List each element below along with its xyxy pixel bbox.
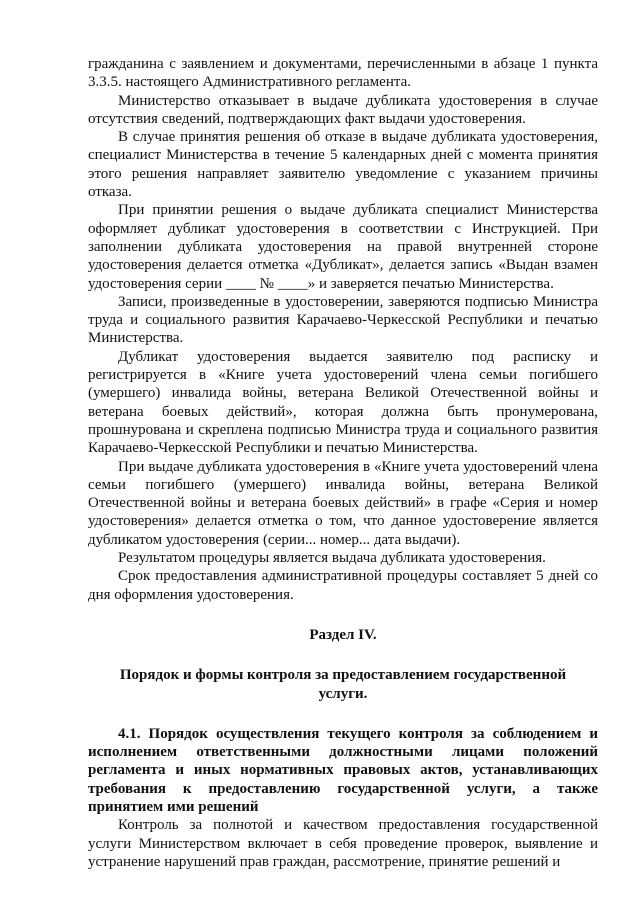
paragraph: При принятии решения о выдаче дубликата специалист Министерства оформляет дубликат удостоверения в соответствии с Инструкцией. При заполнении дубликата удостоверения на правой внутренней стороне удостоверения делается отметка «Дубликат», делается запись «Выдан взамен удостоверения серии ____ № ____» и заверяется печатью Министерства. xyxy=(88,202,598,292)
document-page xyxy=(88,55,598,871)
paragraph: Контроль за полнотой и качеством предоставления государственной услуги Министерством включает в себя проведение проверок, выявление и устранение нарушений прав граждан, рассмотрение, принятие решений и xyxy=(88,817,598,870)
paragraph: В случае принятия решения об отказе в выдаче дубликата удостоверения, специалист Министерства в течение 5 календарных дней с момента принятия этого решения направляет заявителю уведомление с указанием причины отказа. xyxy=(88,129,598,201)
section-title: Раздел IV. xyxy=(309,626,377,643)
subsection-title: 4.1. Порядок осуществления текущего контроля за соблюдением и исполнением ответственными должностными лицами положений регламента и иных нормативных правовых актов, устанавливающих требования к предоставлению государственной услуги, а также принятием ими решений xyxy=(88,725,598,815)
paragraph: Результатом процедуры является выдача дубликата удостоверения. xyxy=(118,550,546,567)
paragraph: Записи, произведенные в удостоверении, заверяются подписью Министра труда и социального развития Карачаево-Черкесской Республики и печатью Министерства. xyxy=(88,293,598,347)
paragraph: Дубликат удостоверения выдается заявителю под расписку и регистрируется в «Книге учета удостоверений члена семьи погибшего (умершего) инвалида войны, ветерана Великой Отечественной войны и ветерана боевых действий», которая должна быть пронумерована, прошнурована и скреплена подписью Министра труда и социального развития Карачаево-Черкесской Республики и печатью Министерства. xyxy=(88,348,598,457)
paragraph: Срок предоставления административной процедуры составляет 5 дней со дня оформления удостоверения. xyxy=(88,568,598,603)
chapter-title: Порядок и формы контроля за предоставлением государственной услуги. xyxy=(119,667,567,702)
paragraph: гражданина с заявлением и документами, перечисленными в абзаце 1 пункта 3.3.5. настоящего Административного регламента. xyxy=(88,56,598,91)
paragraph: При выдаче дубликата удостоверения в «Книге учета удостоверений члена семьи погибшего (умершего) инвалида войны, ветерана Великой Отечественной войны и ветерана боевых действий» в графе «Серия и номер удостоверения» делается отметка о том, что данное удостоверение является дубликатом удостоверения (серии... номер... дата выдачи). xyxy=(88,458,598,548)
body-text xyxy=(88,55,598,604)
paragraph: Министерство отказывает в выдаче дубликата удостоверения в случае отсутствия сведений, подтверждающих факт выдачи удостоверения. xyxy=(88,92,598,127)
